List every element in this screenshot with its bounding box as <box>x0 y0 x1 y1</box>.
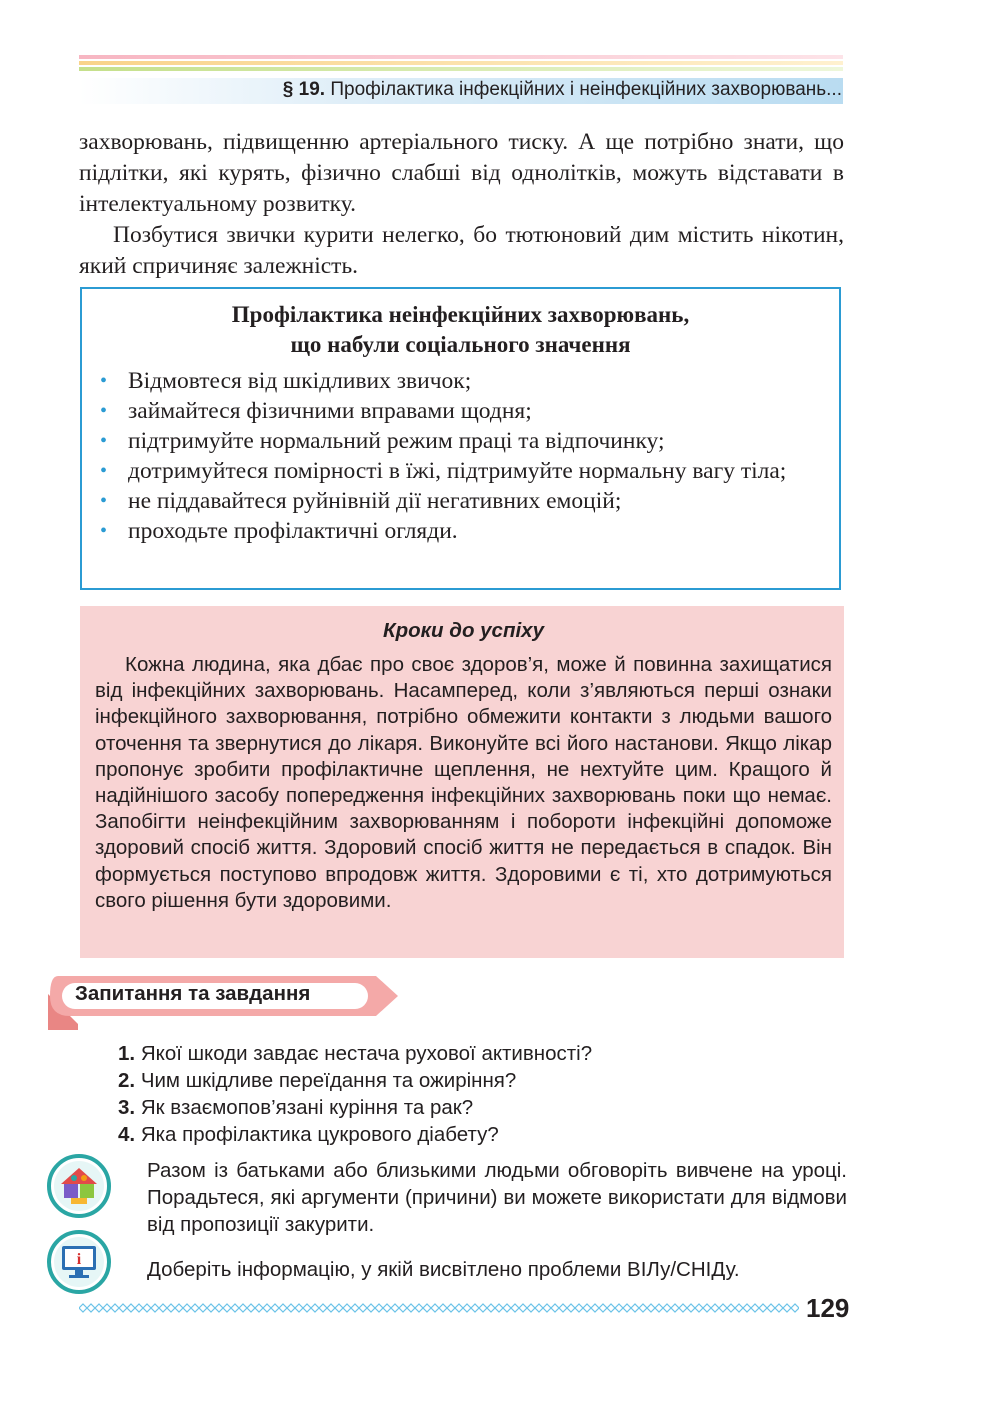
question-number: 2. <box>118 1069 136 1092</box>
list-item <box>100 366 819 396</box>
question-number: 4. <box>118 1123 136 1146</box>
house-family-icon <box>47 1154 111 1218</box>
list-item <box>100 516 819 546</box>
page-number: 129 <box>806 1293 850 1323</box>
question-text: Чим шкідливе переїдання та ожиріння? <box>140 1069 517 1092</box>
prevention-list <box>82 366 839 546</box>
question-number: 1. <box>118 1042 136 1065</box>
list-item-text: підтримуйте нормальний режим праці та відпочинку; <box>128 428 665 454</box>
question-item <box>118 1094 592 1121</box>
list-item <box>100 486 819 516</box>
bullet-icon: • <box>100 370 108 392</box>
list-item-text: дотримуйтеся помірності в їжі, підтримуйте нормальну вагу тіла; <box>128 458 787 484</box>
list-item-text: не піддавайтеся руйнівній дії негативних емоцій; <box>128 488 622 514</box>
intro-paragraph-2: Позбутися звички курити нелегко, бо тютюновий дим містить нікотин, який спричиняє залежність. <box>79 222 844 279</box>
section-header <box>283 79 842 101</box>
bullet-icon: • <box>100 430 108 452</box>
family-task-text: Разом із батьками або близькими людьми обговоріть вивчене на уроці. Порадьтеся, які аргументи (причини) ви можете використати для відмови від пропозиції закурити. <box>147 1159 847 1236</box>
questions-title: Запитання та завдання <box>75 982 311 1005</box>
prevention-box <box>80 287 841 590</box>
footer-decoration <box>79 1300 799 1316</box>
section-number: § 19. <box>282 79 326 100</box>
question-item <box>118 1067 592 1094</box>
bullet-icon: • <box>100 520 108 542</box>
info-task-text: Доберіть інформацію, у якій висвітлено проблеми ВІЛу/СНІДу. <box>147 1258 740 1281</box>
list-item <box>100 426 819 456</box>
question-text: Яка профілактика цукрового діабету? <box>140 1123 499 1146</box>
prevention-title-line-1: Профілактика неінфекційних захворювань, <box>231 302 690 327</box>
question-text: Якої шкоди завдає нестача рухової активності? <box>140 1042 593 1065</box>
prevention-title-line-2: що набули соціального значення <box>290 332 631 357</box>
list-item-text: займайтеся фізичними вправами щодня; <box>128 398 532 424</box>
bullet-icon: • <box>100 400 108 422</box>
bullet-icon: • <box>100 460 108 482</box>
success-box-title: Кроки до успіху <box>383 619 544 642</box>
svg-text:i: i <box>76 1251 82 1268</box>
prevention-box-title <box>82 300 839 360</box>
question-item <box>118 1121 592 1148</box>
question-number: 3. <box>118 1096 136 1119</box>
question-text: Як взаємопов’язані куріння та рак? <box>140 1096 474 1119</box>
list-item <box>100 396 819 426</box>
question-item <box>118 1040 592 1067</box>
intro-text <box>79 127 844 282</box>
list-item-text: Відмовтеся від шкідливих звичок; <box>128 368 472 394</box>
list-item <box>100 456 819 486</box>
section-title: Профілактика інфекційних і неінфекційних захворювань... <box>330 79 842 100</box>
monitor-info-icon <box>47 1230 111 1294</box>
questions-list <box>118 1040 592 1148</box>
success-box-text: Кожна людина, яка дбає про своє здоров’я, може й повинна захищатися від інфекційних захворювань. Насамперед, коли з’являються перші ознаки інфекційного захворювання, потрібно обмежити контакти з людьми вашого оточення та звернутися до лікаря. Виконуйте всі його настанови. Якщо лікар пропонує зробити профілактичне щеплення, не нехтуйте цим. Кращого й надійнішого засобу попередження інфекційних захворювань поки що немає. Запобігти неінфекційним захворюванням і побороти інфекційні допоможе здоровий спосіб життя. Здоровий спосіб життя не передається в спадок. Він формується поступово впродовж життя. Здоровими є ті, хто дотримуються свого рішення бути здоровими. <box>95 653 832 912</box>
bullet-icon: • <box>100 490 108 512</box>
intro-paragraph-1: захворювань, підвищенню артеріального тиску. А ще потрібно знати, що підлітки, які курять, фізично слабші від однолітків, можуть відставати в інтелектуальному розвитку. <box>79 129 844 217</box>
success-box <box>80 606 844 958</box>
list-item-text: проходьте профілактичні огляди. <box>128 518 458 544</box>
